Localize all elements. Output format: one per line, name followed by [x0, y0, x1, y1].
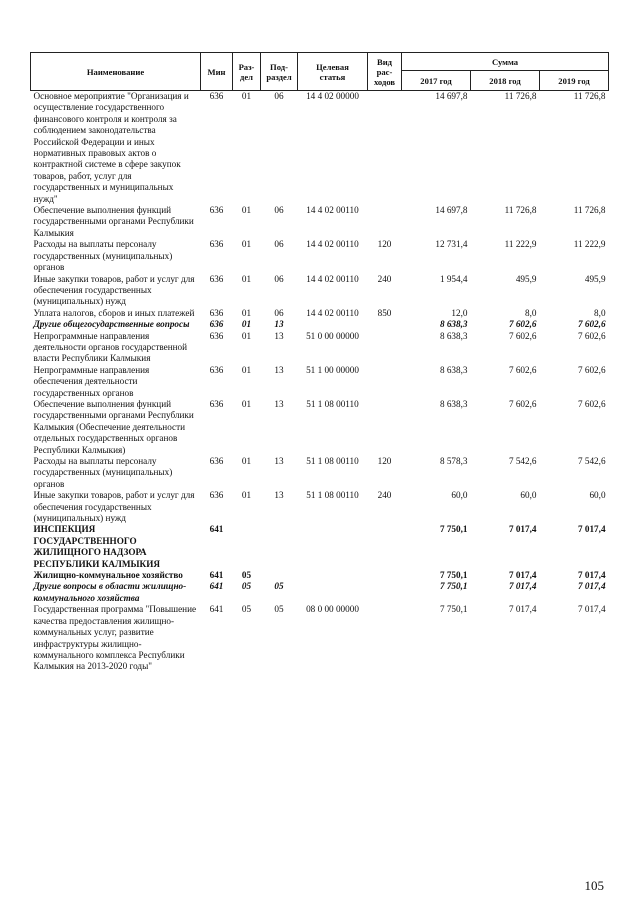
cell-2019: 7 017,4 — [577, 581, 606, 592]
cell-vid — [368, 604, 402, 672]
cell-min: 636 — [209, 490, 224, 501]
cell-min: 636 — [209, 239, 224, 250]
table-row — [31, 604, 609, 672]
cell-podrazdel: 06 — [274, 273, 284, 284]
cell-2018: 11 222,9 — [504, 239, 537, 250]
budget-table-container — [30, 52, 608, 673]
header-name: Наименование — [31, 53, 201, 91]
cell-target: 51 1 00 00000 — [306, 364, 359, 375]
cell-2017: 12 731,4 — [435, 239, 468, 250]
cell-2019: 8,0 — [594, 307, 606, 318]
table-row — [31, 205, 609, 239]
header-2017: 2017 год — [402, 71, 471, 91]
table-row — [31, 570, 609, 581]
cell-podrazdel: 13 — [274, 398, 284, 409]
cell-min: 641 — [209, 524, 224, 535]
cell-target: 14 4 02 00000 — [306, 91, 359, 101]
cell-2018: 7 602,6 — [508, 364, 537, 375]
cell-target — [298, 524, 368, 570]
cell-razdel: 01 — [241, 398, 252, 409]
cell-min: 636 — [209, 319, 224, 330]
cell-2018: 7 602,6 — [508, 330, 537, 341]
cell-vid — [368, 524, 402, 570]
table-row — [31, 308, 609, 319]
cell-2017: 8 638,3 — [439, 319, 468, 330]
cell-razdel: 01 — [241, 330, 252, 341]
cell-name: Непрограммные направления деятельности органов государственной власти Республики Калмыкия — [33, 330, 188, 364]
cell-name: Уплата налогов, сборов и иных платежей — [33, 307, 195, 318]
cell-razdel: 01 — [241, 490, 252, 501]
cell-2019: 11 222,9 — [573, 239, 606, 250]
cell-2017: 14 697,8 — [435, 205, 468, 216]
cell-2018: 11 726,8 — [504, 91, 537, 101]
cell-podrazdel: 13 — [274, 456, 284, 466]
cell-vid — [368, 399, 402, 456]
cell-2018: 7 602,6 — [508, 398, 537, 409]
cell-razdel — [233, 524, 261, 570]
header-podrazdel: Под- раздел — [261, 53, 298, 91]
cell-2019: 7 542,6 — [577, 456, 606, 466]
table-row — [31, 91, 609, 206]
cell-2019: 7 602,6 — [577, 330, 606, 341]
cell-podrazdel: 13 — [274, 490, 284, 501]
page-number: 105 — [584, 878, 604, 893]
cell-min: 636 — [209, 364, 224, 375]
cell-min: 636 — [209, 205, 224, 216]
cell-target — [298, 570, 368, 581]
cell-target: 14 4 02 00110 — [306, 273, 359, 284]
table-row — [31, 524, 609, 570]
table-header — [31, 53, 609, 91]
cell-min: 636 — [209, 91, 224, 101]
cell-target: 51 1 08 00110 — [306, 398, 359, 409]
header-2019: 2019 год — [540, 71, 609, 91]
cell-target: 51 1 08 00110 — [306, 456, 359, 466]
table-row — [31, 399, 609, 456]
cell-2018: 60,0 — [520, 490, 537, 501]
cell-name: Государственная программа "Повышение качества предоставления жилищно-коммунальных услуг, развитие инфраструктуры жилищно-коммунального комплекса Республики Калмыкия на 2013-2020 годы" — [33, 604, 197, 672]
cell-vid — [368, 205, 402, 239]
cell-2017: 7 750,1 — [439, 581, 468, 592]
cell-2017: 60,0 — [451, 490, 468, 501]
table-row — [31, 239, 609, 273]
cell-min: 641 — [209, 570, 224, 581]
cell-min: 641 — [209, 581, 224, 592]
table-body — [31, 91, 609, 673]
cell-razdel: 01 — [241, 91, 252, 101]
cell-2017: 8 638,3 — [439, 330, 468, 341]
header-razdel: Раз- дел — [233, 53, 261, 91]
cell-podrazdel — [261, 524, 298, 570]
cell-name: ИНСПЕКЦИЯ ГОСУДАРСТВЕННОГО ЖИЛИЩНОГО НАДЗОРА РЕСПУБЛИКИ КАЛМЫКИЯ — [33, 524, 160, 569]
cell-razdel: 01 — [241, 273, 252, 284]
cell-2018: 7 017,4 — [508, 604, 537, 615]
cell-razdel: 01 — [241, 307, 252, 318]
cell-razdel: 05 — [241, 570, 252, 581]
cell-target: 14 4 02 00110 — [306, 205, 359, 216]
cell-vid — [368, 331, 402, 365]
cell-name: Иные закупки товаров, работ и услуг для обеспечения государственных (муниципальных) нужд — [33, 490, 195, 524]
cell-min: 641 — [209, 604, 224, 615]
cell-2019: 7 017,4 — [577, 570, 606, 581]
cell-2018: 7 602,6 — [508, 319, 537, 330]
cell-2017: 8 578,3 — [439, 456, 468, 466]
cell-razdel: 01 — [241, 319, 252, 330]
cell-podrazdel: 13 — [274, 319, 284, 330]
cell-2018: 7 017,4 — [508, 524, 537, 535]
table-row — [31, 581, 609, 604]
cell-podrazdel: 06 — [274, 307, 284, 318]
table-row — [31, 274, 609, 308]
cell-2017: 14 697,8 — [435, 91, 468, 101]
cell-2018: 7 542,6 — [508, 456, 537, 466]
cell-vid — [368, 91, 402, 206]
cell-2019: 7 017,4 — [577, 604, 606, 615]
cell-name: Непрограммные направления обеспечения деятельности государственных органов — [33, 364, 150, 398]
header-min: Мин — [201, 53, 233, 91]
cell-2017: 7 750,1 — [439, 604, 468, 615]
cell-podrazdel: 13 — [274, 364, 284, 375]
cell-podrazdel: 06 — [274, 91, 284, 101]
cell-min: 636 — [209, 456, 224, 466]
cell-min: 636 — [209, 398, 224, 409]
header-vid: Вид рас- ходов — [368, 53, 402, 91]
cell-razdel: 05 — [241, 581, 252, 592]
cell-name: Обеспечение выполнения функций государственными органами Республики Калмыкия — [33, 205, 194, 238]
cell-name: Обеспечение выполнения функций государственными органами Республики Калмыкия (Обеспечение деятельности отдельных государственных органов Республики Калмыкия) — [33, 398, 194, 455]
cell-2017: 8 638,3 — [439, 398, 468, 409]
table-row — [31, 490, 609, 524]
header-target: Целевая статья — [298, 53, 368, 91]
cell-2019: 11 726,8 — [573, 205, 606, 216]
cell-name: Расходы на выплаты персоналу государственных (муниципальных) органов — [33, 456, 173, 489]
cell-2018: 495,9 — [515, 273, 537, 284]
cell-vid: 240 — [377, 273, 392, 284]
cell-name: Другие вопросы в области жилищно-коммунального хозяйства — [33, 581, 187, 603]
table-row — [31, 365, 609, 399]
cell-podrazdel: 05 — [274, 581, 284, 592]
cell-razdel: 05 — [241, 604, 252, 615]
cell-min: 636 — [209, 307, 224, 318]
cell-2019: 7 602,6 — [577, 398, 606, 409]
cell-name: Жилищно-коммунальное хозяйство — [33, 570, 183, 581]
header-sum: Сумма — [402, 53, 609, 71]
cell-razdel: 01 — [241, 239, 252, 250]
cell-min: 636 — [209, 273, 224, 284]
cell-vid: 240 — [377, 490, 392, 501]
cell-2017: 1 954,4 — [439, 273, 468, 284]
table-row — [31, 456, 609, 490]
cell-2019: 7 017,4 — [577, 524, 606, 535]
cell-target: 14 4 02 00110 — [306, 239, 359, 250]
cell-podrazdel: 06 — [274, 205, 284, 216]
cell-target: 51 1 08 00110 — [306, 490, 359, 501]
cell-vid — [368, 319, 402, 330]
header-2018: 2018 год — [471, 71, 540, 91]
cell-target: 08 0 00 00000 — [306, 604, 359, 615]
cell-name: Иные закупки товаров, работ и услуг для обеспечения государственных (муниципальных) нужд — [33, 273, 195, 307]
cell-2017: 7 750,1 — [439, 524, 468, 535]
cell-2018: 7 017,4 — [508, 570, 537, 581]
cell-vid — [368, 365, 402, 399]
cell-target: 14 4 02 00110 — [306, 307, 359, 318]
cell-target: 51 0 00 00000 — [306, 330, 359, 341]
cell-podrazdel: 06 — [274, 239, 284, 250]
cell-2017: 8 638,3 — [439, 364, 468, 375]
cell-vid: 120 — [377, 239, 392, 250]
cell-podrazdel — [261, 570, 298, 581]
cell-2018: 8,0 — [525, 307, 537, 318]
cell-target — [298, 319, 368, 330]
cell-2017: 12,0 — [451, 307, 468, 318]
cell-name: Расходы на выплаты персоналу государственных (муниципальных) органов — [33, 239, 173, 273]
cell-name: Основное мероприятие "Организация и осуществление государственного финансового контроля и контроля за соблюдением законодательства Российской Федерации и иных нормативных правовых актов о контрактной системе в сфере закупок товаров, работ, услуг для государственных и муниципальных нужд" — [33, 91, 189, 204]
cell-razdel: 01 — [241, 456, 252, 466]
cell-2017: 7 750,1 — [439, 570, 468, 581]
cell-2019: 60,0 — [589, 490, 606, 501]
cell-2018: 7 017,4 — [508, 581, 537, 592]
cell-vid — [368, 570, 402, 581]
cell-vid — [368, 581, 402, 604]
cell-podrazdel: 13 — [274, 330, 284, 341]
cell-2019: 495,9 — [584, 273, 606, 284]
cell-2018: 11 726,8 — [504, 205, 537, 216]
cell-2019: 7 602,6 — [577, 319, 606, 330]
cell-min: 636 — [209, 330, 224, 341]
cell-target — [298, 581, 368, 604]
cell-razdel: 01 — [241, 205, 252, 216]
table-row — [31, 319, 609, 330]
cell-vid: 120 — [377, 456, 392, 466]
cell-name: Другие общегосударственные вопросы — [33, 319, 190, 330]
cell-razdel: 01 — [241, 364, 252, 375]
cell-2019: 11 726,8 — [573, 91, 606, 101]
table-row — [31, 331, 609, 365]
cell-podrazdel: 05 — [274, 604, 284, 615]
cell-2019: 7 602,6 — [577, 364, 606, 375]
cell-vid: 850 — [377, 307, 392, 318]
budget-table — [30, 52, 609, 673]
